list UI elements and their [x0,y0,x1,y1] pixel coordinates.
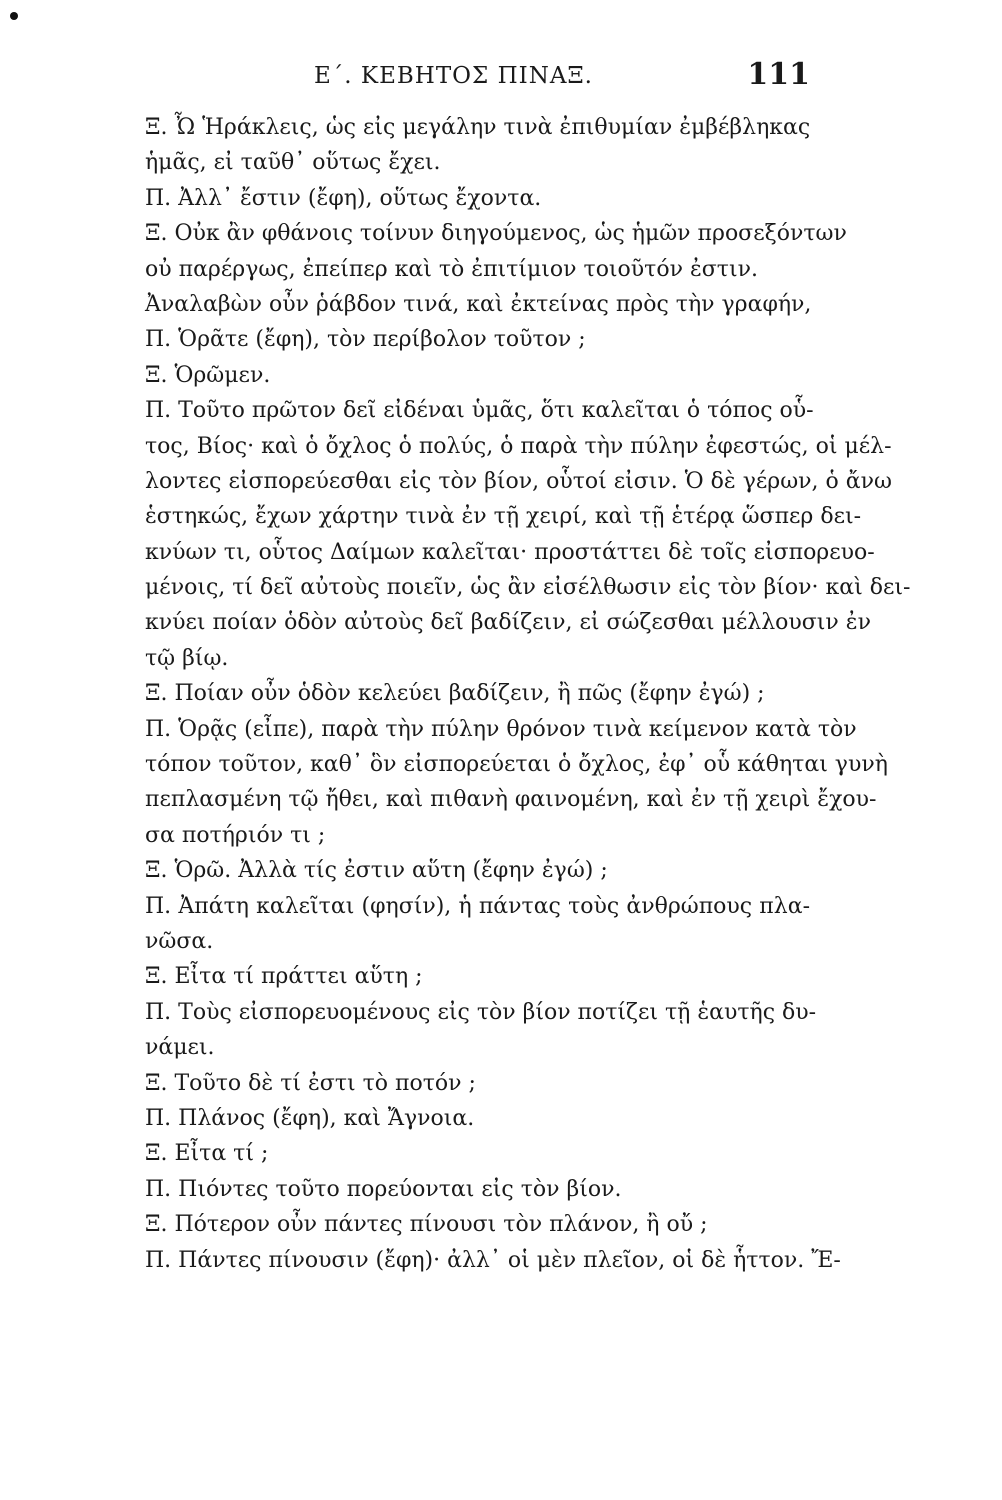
text-line: τῷ βίῳ. [145,645,229,671]
text-line: πεπλασμένη τῷ ἤθει, καὶ πιθανὴ φαινομένη, καὶ ἐν τῇ χειρὶ ἔχου- [145,787,877,813]
text-line: Π. Τοῦτο πρῶτον δεῖ εἰδέναι ὑμᾶς, ὅτι καλεῖται ὁ τόπος οὗ- [145,398,814,424]
text-line: τόπον τοῦτον, καθ᾿ ὃν εἰσπορεύεται ὁ ὄχλος, ἐφ᾿ οὗ κάθηται γυνὴ [145,752,888,778]
text-line: τος, Βίος· καὶ ὁ ὄχλος ὁ πολύς, ὁ παρὰ τὴν πύλην ἐφεστώς, οἱ μέλ- [145,433,892,459]
page-header [150,55,810,95]
text-line: κνύει ποίαν ὁδὸν αὐτοὺς δεῖ βαδίζειν, εἰ σώζεσθαι μέλλουσιν ἐν [145,610,871,636]
text-line: Π. Ὁρᾷς (εἶπε), παρὰ τὴν πύλην θρόνον τινὰ κείμενον κατὰ τὸν [145,716,857,742]
text-line: Π. Πάντες πίνουσιν (ἔφη)· ἀλλ᾿ οἱ μὲν πλεῖον, οἱ δὲ ἧττον. Ἔ- [145,1247,841,1273]
ink-spot [10,12,18,20]
text-line: Ξ. Ὁρῶμεν. [145,362,271,388]
text-line: Ξ. Εἶτα τί πράττει αὕτη ; [145,964,423,990]
text-line: Π. Πιόντες τοῦτο πορεύονται εἰς τὸν βίον. [145,1176,622,1202]
text-line: Π. Ὁρᾶτε (ἔφη), τὸν περίβολον τοῦτον ; [145,327,586,353]
text-line: οὐ παρέργως, ἐπείπερ καὶ τὸ ἐπιτίμιον τοιοῦτόν ἐστιν. [145,256,758,282]
text-line: ἑστηκώς, ἔχων χάρτην τινὰ ἐν τῇ χειρί, καὶ τῇ ἑτέρᾳ ὥσπερ δει- [145,504,862,530]
text-line: Ξ. Τοῦτο δὲ τί ἐστι τὸ ποτόν ; [145,1070,476,1096]
text-line: λοντες εἰσπορεύεσθαι εἰς τὸν βίον, οὗτοί εἰσιν. Ὁ δὲ γέρων, ὁ ἄνω [145,468,892,494]
running-title: Ε΄. ΚΕΒΗΤΟΣ ΠΙΝΑΞ. [314,63,593,89]
text-line: Ξ. Πότερον οὖν πάντες πίνουσι τὸν πλάνον, ἢ οὔ ; [145,1212,708,1238]
page-body [145,110,911,1278]
text-line: Ξ. Οὐκ ἂν φθάνοις τοίνυν διηγούμενος, ὡς ἡμῶν προσεξόντων [145,221,847,247]
text-line: κνύων τι, οὗτος Δαίμων καλεῖται· προστάττει δὲ τοῖς εἰσπορευο- [145,539,875,565]
text-line: νῶσα. [145,928,214,954]
text-line: μένοις, τί δεῖ αὐτοὺς ποιεῖν, ὡς ἂν εἰσέλθωσιν εἰς τὸν βίον· καὶ δει- [145,575,911,601]
text-line: Π. Πλάνος (ἔφη), καὶ Ἄγνοια. [145,1105,475,1131]
text-line: Π. Ἀλλ᾿ ἔστιν (ἔφη), οὕτως ἔχοντα. [145,185,542,211]
text-line: Ἀναλαβὼν οὖν ῥάβδον τινά, καὶ ἐκτείνας πρὸς τὴν γραφήν, [145,291,812,317]
text-line: ἡμᾶς, εἰ ταῦθ᾿ οὕτως ἔχει. [145,150,441,176]
text-line: νάμει. [145,1035,215,1061]
text-line: σα ποτήριόν τι ; [145,822,326,848]
text-line: Ξ. Ποίαν οὖν ὁδὸν κελεύει βαδίζειν, ἢ πῶς (ἔφην ἐγώ) ; [145,681,765,707]
page-number: 111 [747,57,810,92]
text-line: Π. Ἀπάτη καλεῖται (φησίν), ἡ πάντας τοὺς ἀνθρώπους πλα- [145,893,810,919]
text-line: Ξ. Εἶτα τί ; [145,1141,269,1167]
text-line: Π. Τοὺς εἰσπορευομένους εἰς τὸν βίον ποτίζει τῇ ἑαυτῆς δυ- [145,999,817,1025]
text-line: Ξ. Ὁρῶ. Ἀλλὰ τίς ἐστιν αὕτη (ἔφην ἐγώ) ; [145,858,608,884]
text-line: Ξ. Ὦ Ἡράκλεις, ὡς εἰς μεγάλην τινὰ ἐπιθυμίαν ἐμβέβληκας [145,115,811,140]
